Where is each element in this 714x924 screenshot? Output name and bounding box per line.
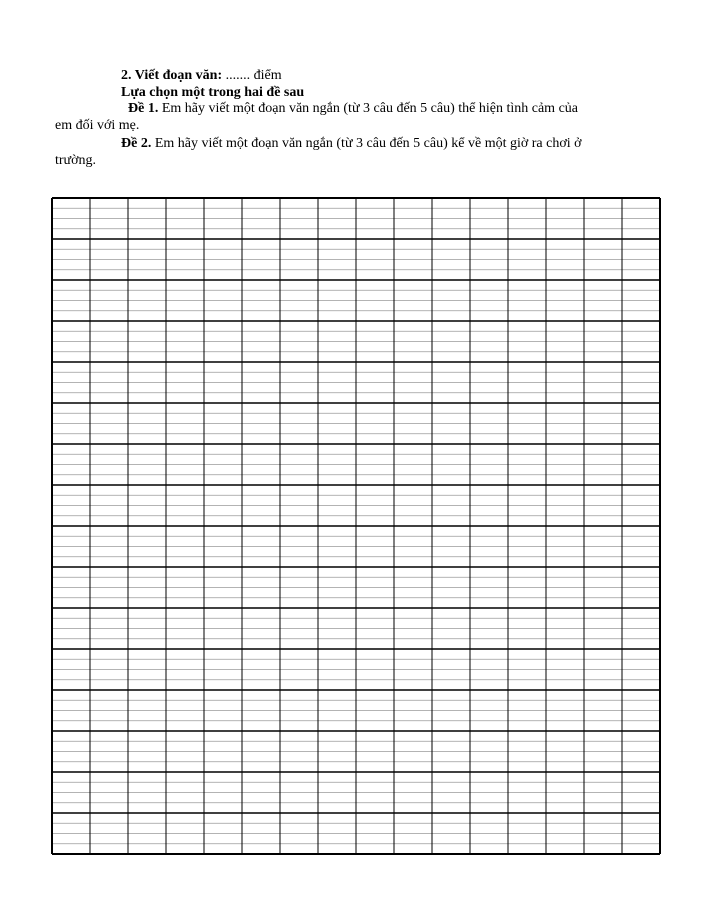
topic-2-continuation	[55, 152, 96, 169]
writing-grid[interactable]	[51, 197, 661, 855]
topic-1-text-line1: Em hãy viết một đoạn văn ngắn (từ 3 câu đến 5 câu) thể hiện tình cảm của	[158, 101, 578, 116]
section-instruction	[121, 84, 304, 101]
topic-1	[128, 100, 578, 117]
writing-grid-lines	[51, 197, 661, 855]
topic-2-text-line2: trường.	[55, 153, 97, 168]
topic-1-continuation	[55, 117, 139, 134]
section-heading-bold: 2. Viết đoạn văn:	[121, 68, 223, 83]
section-heading	[121, 67, 282, 84]
topic-2-text-line1: Em hãy viết một đoạn văn ngắn (từ 3 câu đến 5 câu) kể về một giờ ra chơi ở	[151, 136, 582, 151]
topic-2-label: Đề 2.	[121, 136, 152, 151]
instruction-text: Lựa chọn một trong hai đề sau	[121, 85, 305, 100]
topic-1-text-line2: em đối với mẹ.	[55, 118, 140, 133]
topic-2	[121, 135, 582, 152]
topic-1-label: Đề 1.	[128, 101, 159, 116]
section-heading-score: ....... điểm	[222, 68, 282, 83]
